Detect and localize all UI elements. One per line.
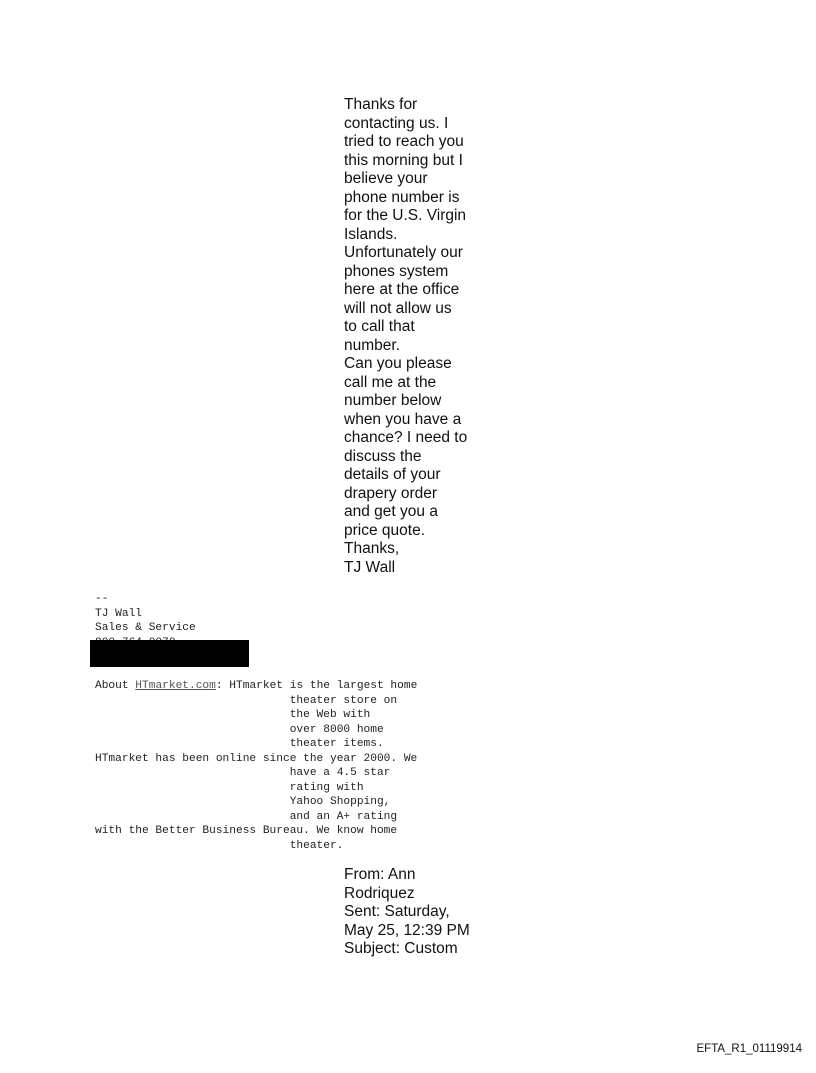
body-line: Thanks, [344,540,400,557]
body-line: to call that [344,318,415,335]
body-line: here at the office [344,281,460,298]
body-line: number below [344,392,442,409]
body-line: believe your [344,170,428,187]
body-line: phone number is [344,188,460,206]
htmarket-link[interactable]: HTmarket.com [135,680,216,692]
body-line: when you have a [344,410,462,428]
body-line: TJ Wall [344,558,396,576]
signature-title: Sales & Service [95,622,196,634]
about-line: HTmarket has been online since the year 2000. We [95,752,418,765]
body-line: tried to reach you [344,133,464,150]
body-line: contacting us. I [344,114,449,132]
about-blurb [95,679,515,853]
signature-separator: -- [95,593,109,605]
body-line: will not allow us [344,299,452,317]
body-line: call me at the [344,373,437,391]
about-line: rating with [95,781,364,794]
about-first-line-rest: : HTmarket is the largest home [215,680,418,692]
about-prefix: About [95,680,136,692]
body-line: details of your [344,466,441,483]
body-line: for the U.S. Virgin [344,207,467,224]
about-line: have a 4.5 star [95,767,391,779]
about-first-line [95,679,515,694]
header-line: May 25, 12:39 PM [344,921,470,939]
body-line: Unfortunately our [344,244,463,261]
body-line: drapery order [344,484,438,502]
about-line: and an A+ rating [95,810,398,823]
quoted-email-header [344,866,484,959]
body-line: Can you please [344,355,452,372]
signature-name: TJ Wall [95,607,142,620]
body-line: number. [344,336,401,354]
about-line: theater items. [95,738,384,750]
header-line: Subject: Custom [344,940,458,957]
header-line: Rodriquez [344,884,415,902]
header-line: From: Ann [344,866,416,883]
about-line: over 8000 home [95,723,384,736]
about-line: with the Better Business Bureau. We know home [95,825,398,837]
email-body [344,96,484,577]
about-line: theater store on [95,694,398,707]
header-line: Sent: Saturday, [344,903,450,920]
document-id: EFTA_R1_01119914 [696,1043,802,1055]
about-line: theater. [95,839,344,852]
body-line: Thanks for [344,96,418,113]
body-line: this morning but I [344,151,463,169]
body-line: discuss the [344,447,422,465]
about-line: the Web with [95,709,371,721]
redaction-box [90,640,249,667]
body-line: chance? I need to [344,429,468,446]
body-line: and get you a [344,503,438,520]
about-line: Yahoo Shopping, [95,796,391,808]
body-line: phones system [344,262,449,280]
body-line: price quote. [344,521,425,539]
body-line: Islands. [344,225,398,243]
